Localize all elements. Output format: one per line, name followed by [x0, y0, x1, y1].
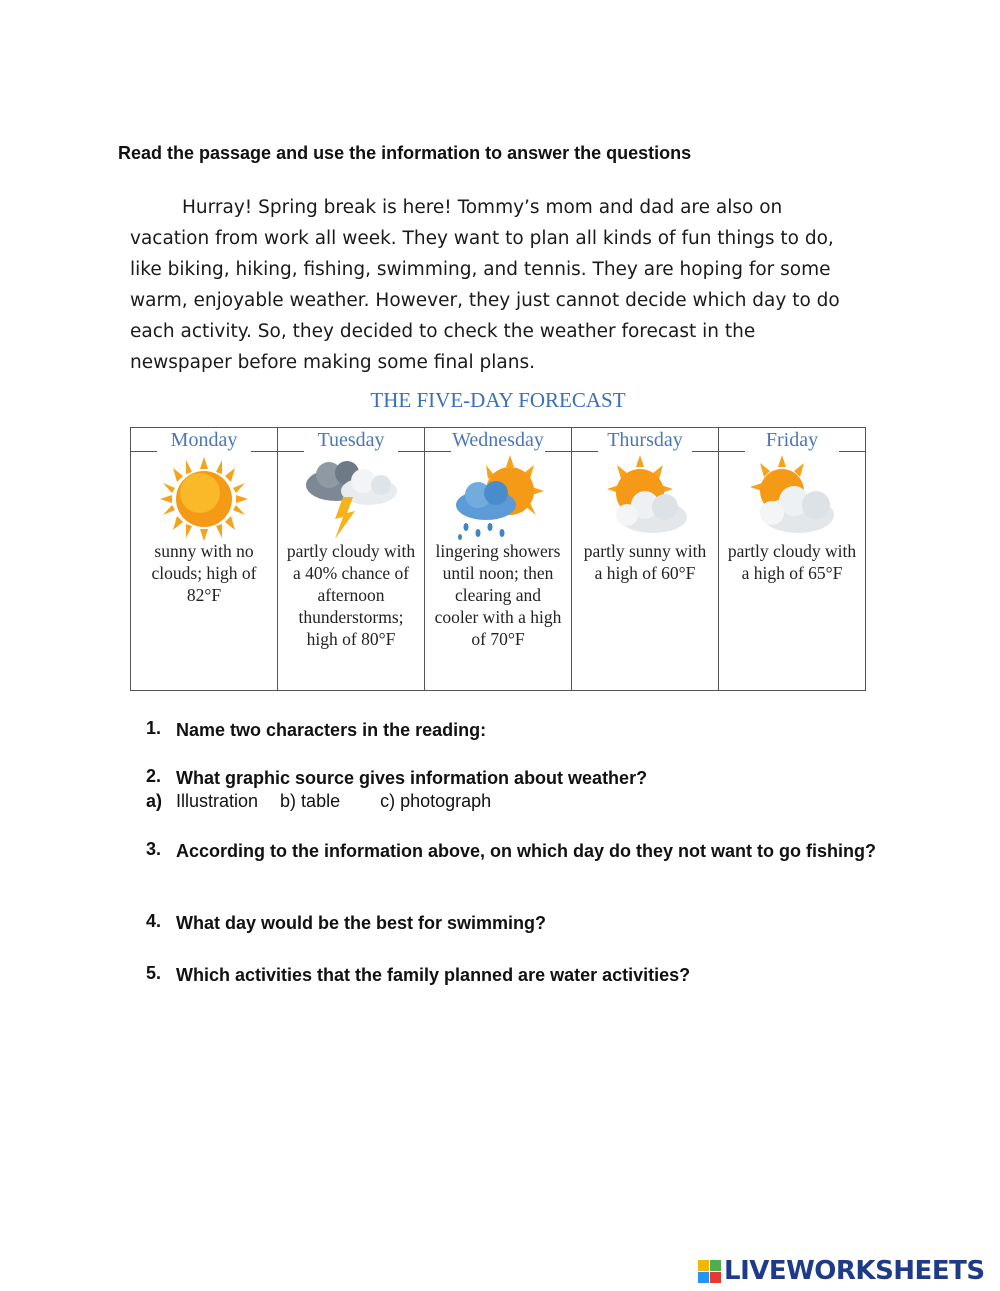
option-label: a) — [146, 791, 163, 811]
forecast-day-wednesday — [425, 428, 572, 690]
passage-line: like biking, hiking, fishing, swimming, and tennis. They are hoping for some — [130, 259, 831, 280]
day-name: Friday — [765, 429, 819, 451]
sun-icon — [144, 455, 264, 543]
passage-line: warm, enjoyable weather. However, they just cannot decide which day to do — [130, 290, 840, 311]
question-text: According to the information above, on which day do they not want to go fishing? — [176, 841, 876, 861]
question-5 — [146, 963, 906, 987]
forecast-day-monday — [131, 428, 278, 690]
question-text: Name two characters in the reading: — [176, 720, 487, 740]
day-name: Wednesday — [452, 429, 544, 451]
question-text: What day would be the best for swimming? — [176, 913, 547, 933]
day-name: Monday — [170, 429, 238, 451]
liveworksheets-logo[interactable] — [698, 1256, 985, 1286]
question-number: 4. — [146, 911, 162, 931]
day-description: partly cloudy with a 40% chance of afternoon thunderstorms; high of 80°F — [286, 541, 416, 649]
reading-passage — [130, 192, 870, 378]
partly-cloudy-icon — [732, 455, 852, 543]
question-4 — [146, 911, 906, 935]
question-number: 2. — [146, 766, 162, 786]
question-text: What graphic source gives information about weather? — [176, 768, 648, 788]
question-number: 5. — [146, 963, 162, 983]
question-2-options — [146, 791, 513, 812]
passage-line: each activity. So, they decided to check the weather forecast in the — [130, 321, 756, 342]
forecast-day-friday — [719, 428, 865, 690]
instruction-heading: Read the passage and use the information to answer the questions — [118, 143, 692, 163]
day-name: Tuesday — [317, 429, 385, 451]
question-number: 1. — [146, 718, 162, 738]
day-description: partly sunny with a high of 60°F — [583, 541, 707, 583]
option-photograph[interactable]: c) photograph — [380, 791, 492, 811]
question-3 — [146, 839, 906, 863]
question-text: Which activities that the family planned are water activities? — [176, 965, 691, 985]
question-2 — [146, 766, 906, 790]
forecast-table — [130, 427, 866, 691]
day-description: lingering showers until noon; then clearing and cooler with a high of 70°F — [434, 541, 562, 649]
question-1 — [146, 718, 906, 742]
forecast-day-tuesday — [278, 428, 425, 690]
day-description: sunny with no clouds; high of 82°F — [151, 541, 257, 605]
partly-sunny-icon — [585, 455, 705, 543]
option-illustration[interactable]: Illustration — [176, 791, 259, 811]
forecast-day-thursday — [572, 428, 719, 690]
logo-icon — [698, 1260, 721, 1283]
logo-text: LIVEWORKSHEETS — [724, 1256, 985, 1286]
passage-line: Hurray! Spring break is here! Tommy’s mom and dad are also on — [182, 197, 783, 218]
passage-line: newspaper before making some final plans. — [130, 352, 535, 373]
question-number: 3. — [146, 839, 162, 859]
day-description: partly cloudy with a high of 65°F — [727, 541, 857, 583]
rain-shower-icon — [438, 455, 558, 543]
forecast-title: THE FIVE-DAY FORECAST — [370, 388, 626, 412]
option-table[interactable]: b) table — [280, 791, 341, 811]
passage-line: vacation from work all week. They want to plan all kinds of fun things to do, — [130, 228, 834, 249]
thunderstorm-icon — [291, 455, 411, 543]
day-name: Thursday — [607, 429, 683, 451]
